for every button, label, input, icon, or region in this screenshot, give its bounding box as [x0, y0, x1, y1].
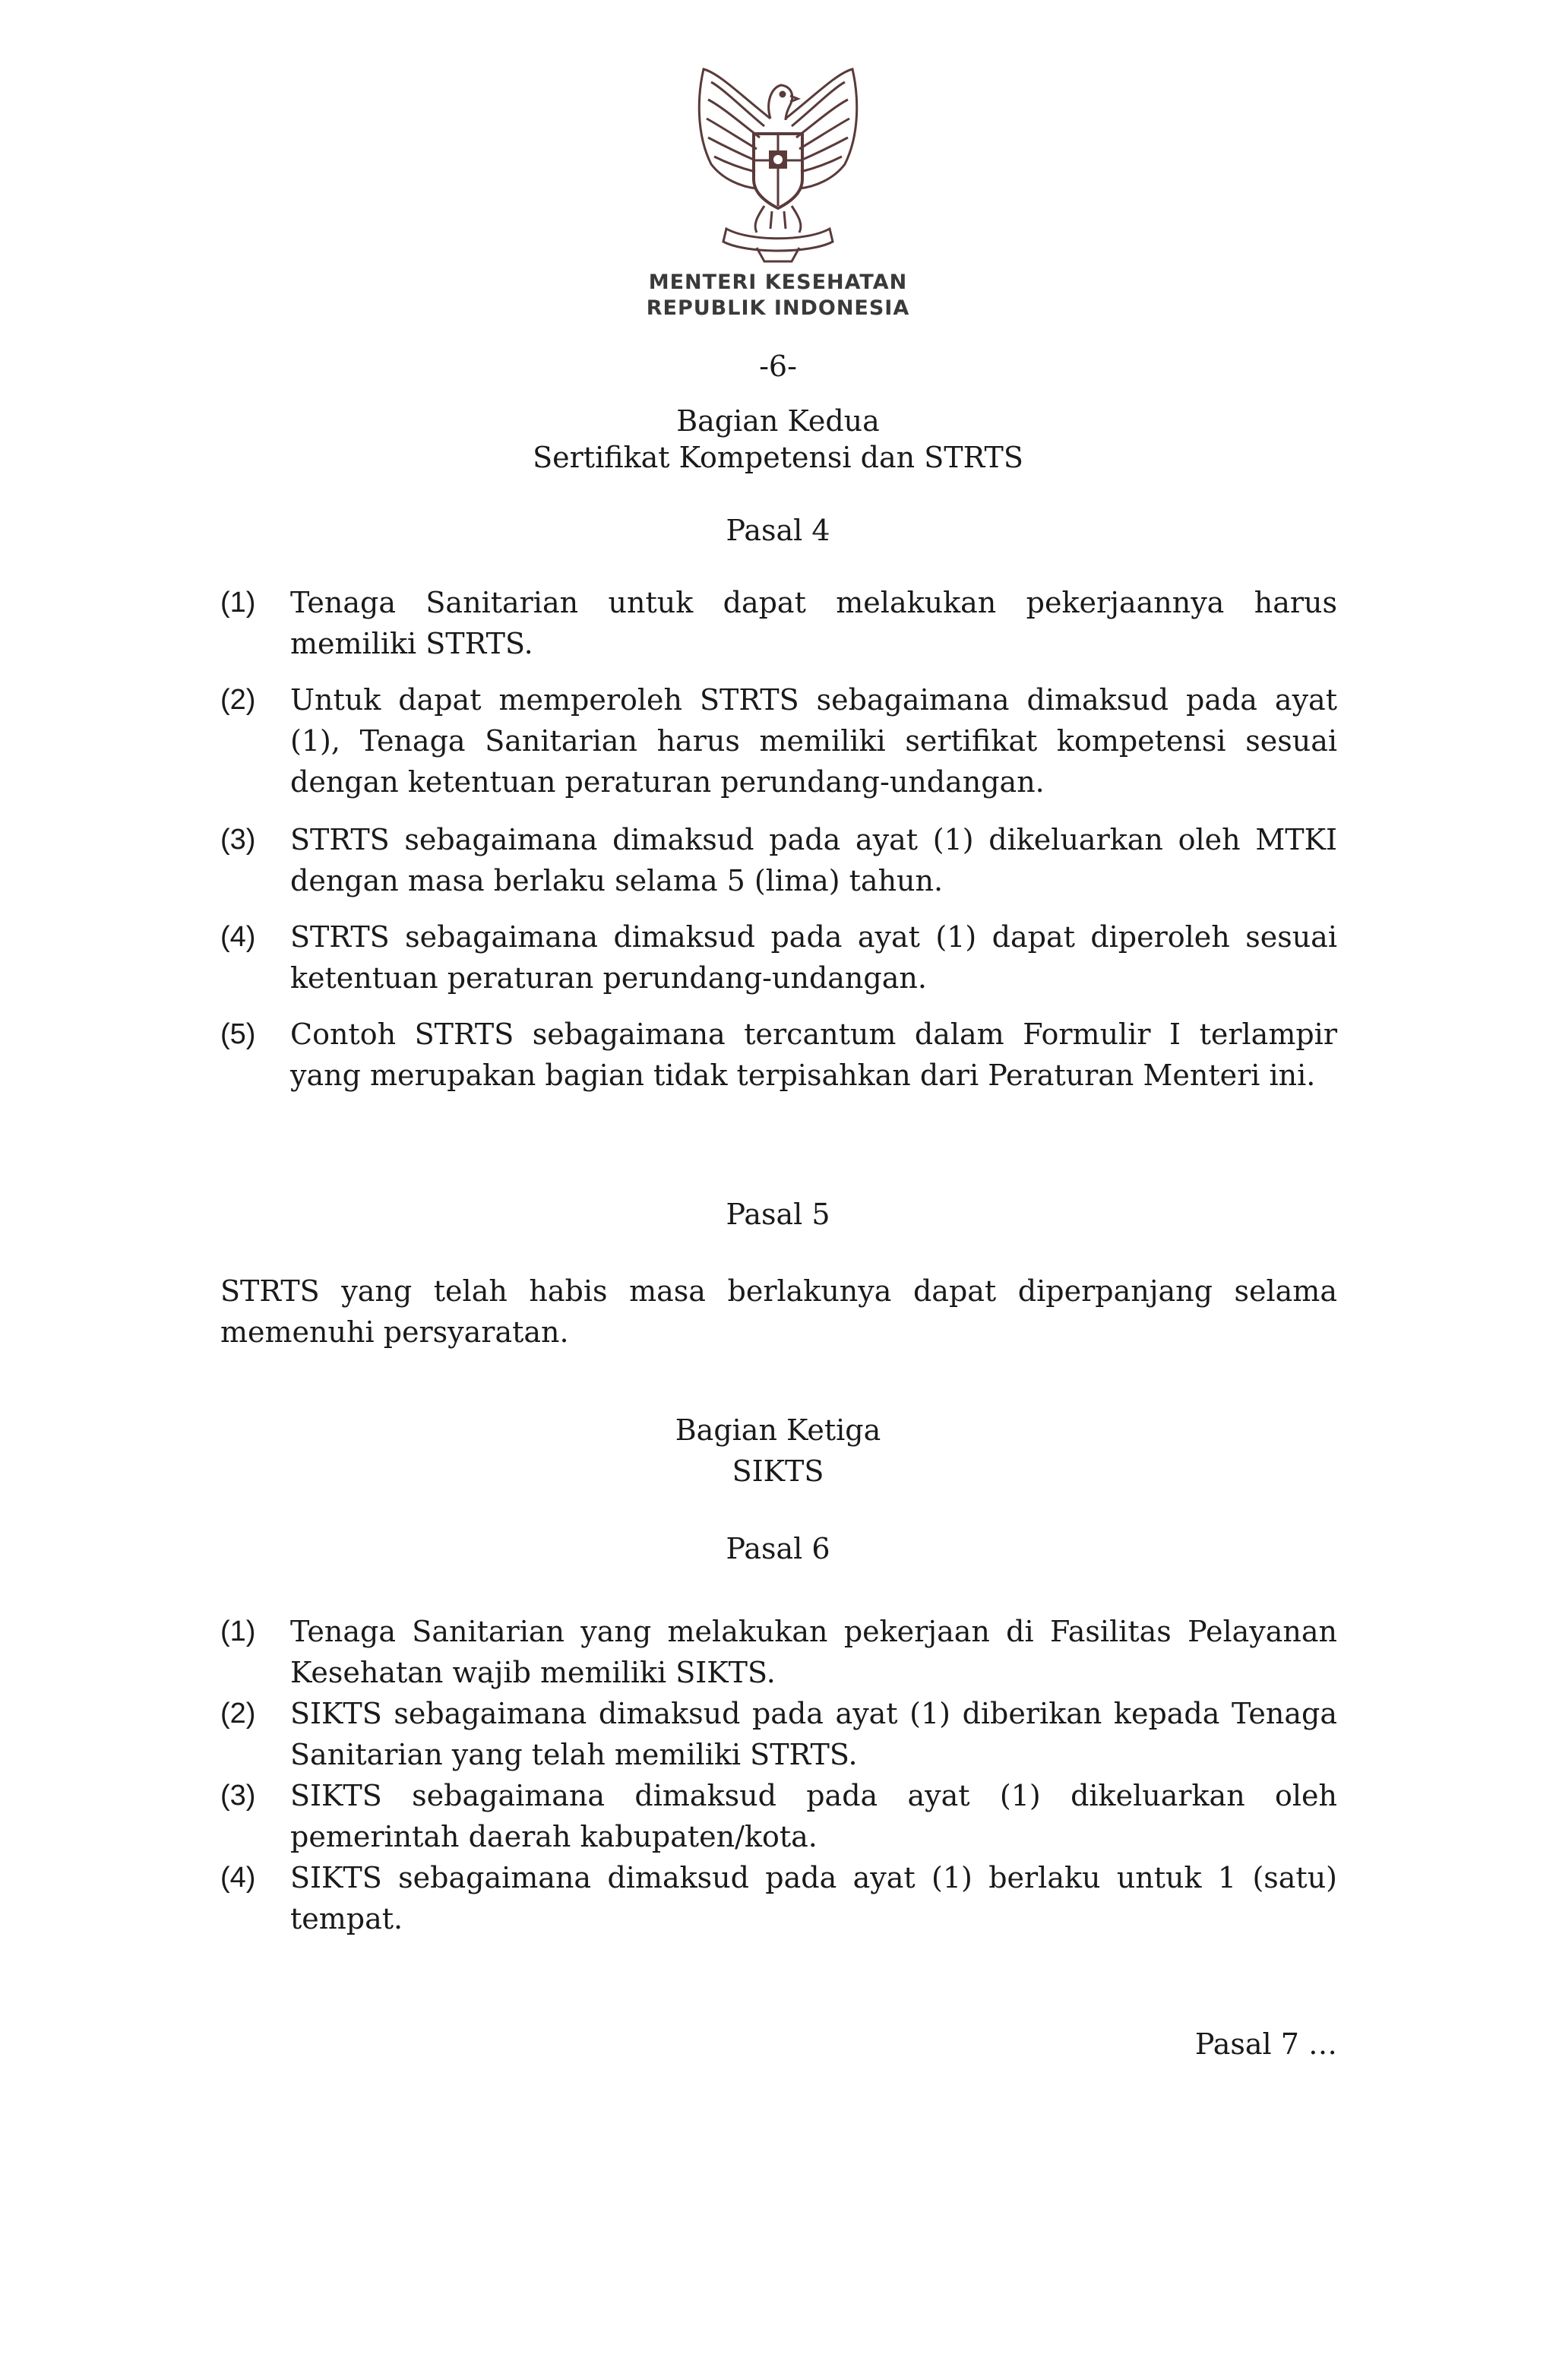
item-number: (3) [220, 1780, 256, 1812]
garuda-pancasila-emblem-icon [681, 65, 875, 264]
item-number: (4) [220, 1862, 256, 1894]
item-number: (5) [220, 1018, 256, 1050]
page-number: -6- [759, 350, 797, 383]
list-item: SIKTS sebagaimana dimaksud pada ayat (1) dikeluarkan oleh pemerintah daerah kabupaten/kota. [290, 1779, 1337, 1853]
list-item: Untuk dapat memperoleh STRTS sebagaimana dimaksud pada ayat (1), Tenaga Sanitarian harus memiliki sertifikat kompetensi sesuai dengan ketentuan peraturan perundang-undangan. [290, 683, 1337, 799]
list-item: Tenaga Sanitarian untuk dapat melakukan pekerjaannya harus memiliki STRTS. [290, 586, 1337, 660]
pasal-heading: Pasal 4 [726, 514, 830, 547]
item-number: (2) [220, 1698, 256, 1730]
list-item: SIKTS sebagaimana dimaksud pada ayat (1) berlaku untuk 1 (satu) tempat. [290, 1861, 1337, 1935]
list-item: Contoh STRTS sebagaimana tercantum dalam Formulir I terlampir yang merupakan bagian tidak terpisahkan dari Peraturan Menteri ini. [290, 1018, 1337, 1092]
paragraph: STRTS yang telah habis masa berlakunya dapat diperpanjang selama memenuhi persyaratan. [220, 1274, 1337, 1349]
list-item: STRTS sebagaimana dimaksud pada ayat (1) dapat diperoleh sesuai ketentuan peraturan perundang-undangan. [290, 920, 1337, 995]
list-item: SIKTS sebagaimana dimaksud pada ayat (1) diberikan kepada Tenaga Sanitarian yang telah memiliki STRTS. [290, 1697, 1337, 1771]
item-number: (3) [220, 824, 256, 856]
pasal-heading: Pasal 5 [726, 1198, 830, 1231]
pasal-heading: Pasal 6 [726, 1532, 830, 1565]
item-number: (1) [220, 587, 256, 619]
continuation-text: Pasal 7 … [1194, 2027, 1337, 2061]
section-subtitle: SIKTS [732, 1454, 824, 1488]
ministry-title: MENTERI KESEHATAN [648, 271, 908, 294]
item-number: (1) [220, 1616, 256, 1647]
list-item: STRTS sebagaimana dimaksud pada ayat (1) dikeluarkan oleh MTKI dengan masa berlaku selama 5 (lima) tahun. [290, 823, 1337, 897]
item-number: (2) [220, 684, 256, 716]
section-title: Bagian Kedua [676, 404, 880, 438]
item-number: (4) [220, 921, 256, 953]
list-item: Tenaga Sanitarian yang melakukan pekerjaan di Fasilitas Pelayanan Kesehatan wajib memiliki SIKTS. [290, 1615, 1337, 1689]
section-subtitle: Sertifikat Kompetensi dan STRTS [533, 441, 1023, 474]
ministry-country: REPUBLIK INDONESIA [646, 296, 910, 320]
section-title: Bagian Ketiga [675, 1413, 881, 1447]
